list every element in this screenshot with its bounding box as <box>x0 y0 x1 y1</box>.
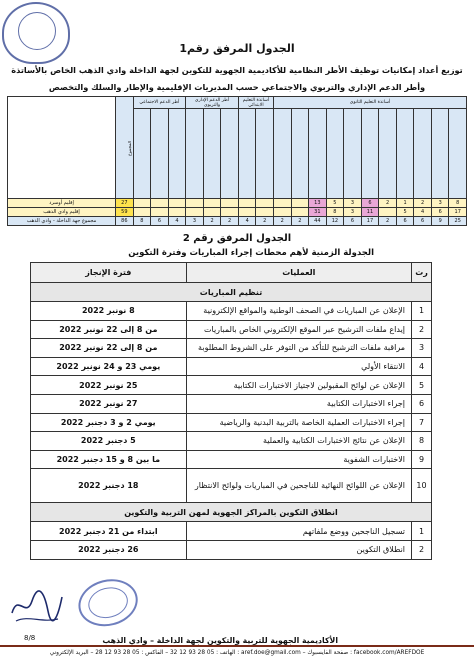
schedule-row: 1 تسجيل الناجحين ووضع ملفاتهم ابتداء من 21 دجنبر 2022 <box>31 522 432 541</box>
footer-divider <box>0 645 474 647</box>
spec-col <box>431 109 449 199</box>
footer-academy-name: الأكاديمية الجهوية للتربية والتكوين لجهة الداخلة – وادي الذهب <box>102 636 338 645</box>
spec-col <box>326 109 344 199</box>
cell: 1 <box>396 199 414 208</box>
cell: 44 <box>309 217 327 226</box>
cell: 2 <box>379 217 397 226</box>
cell: 3 <box>344 208 362 217</box>
cell: 6 <box>344 217 362 226</box>
schedule-row: 2 إيداع ملفات الترشيح عبر الموقع الإلكتروني الخاص بالمباريات من 8 إلى 22 نونبر 2022 <box>31 320 432 339</box>
group-primary-teachers: أساتذة التعليم الابتدائي <box>238 97 273 109</box>
cell: 2 <box>256 217 274 226</box>
spec-col <box>344 109 362 199</box>
spec-col <box>414 109 432 199</box>
schedule-table <box>30 262 432 560</box>
cell: 12 <box>326 217 344 226</box>
table1-subtitle: توزيع أعداد إمكانيات توظيف الأطر النظامية للأكاديمية الجهوية للتكوين لجهة الداخلة وادي الذهب الخاص بالأساتذة وأطر الدعم الإداري والتربوي والاجتماعي حسب المديريات الإقليمية والإطار والسلك والتخصص <box>11 65 463 92</box>
schedule-row: 1 الإعلان عن المباريات في الصحف الوطنية والمواقع الإلكترونية 8 نونبر 2022 <box>31 302 432 321</box>
table1-title: الجدول المرفق رقم1 <box>179 42 295 55</box>
cell <box>256 199 274 208</box>
spec-col <box>361 109 379 199</box>
cell: 6 <box>361 199 379 208</box>
cell <box>168 208 186 217</box>
spec-col <box>379 109 397 199</box>
schedule-row: 8 الإعلان عن نتائج الاختبارات الكتابية والعملية 5 دجنبر 2022 <box>31 432 432 451</box>
cell <box>203 208 221 217</box>
table1-row-oued-eddahab <box>8 208 467 217</box>
cell <box>238 208 256 217</box>
cell <box>186 199 204 208</box>
cell <box>379 208 397 217</box>
cell <box>151 199 169 208</box>
row-total: 59 <box>116 208 134 217</box>
header-num: رت <box>412 263 432 283</box>
spec-col <box>273 109 291 199</box>
table1-row-total <box>8 217 467 226</box>
cell: 3 <box>344 199 362 208</box>
schedule-row: 2 انطلاق التكوين 26 دجنبر 2022 <box>31 540 432 559</box>
director-signature <box>8 583 64 629</box>
cell <box>203 199 221 208</box>
cell <box>151 208 169 217</box>
spec-col <box>291 109 309 199</box>
group-social-support: أطر الدعم الاجتماعي <box>133 97 186 109</box>
cell: 6 <box>414 217 432 226</box>
cell: 2 <box>221 217 239 226</box>
schedule-row: 5 الإعلان عن لوائح المقبولين لاجتياز الاختبارات الكتابية 25 نونبر 2022 <box>31 376 432 395</box>
group-secondary-teachers: أساتذة التعليم الثانوي <box>273 97 466 109</box>
cell: 2 <box>291 217 309 226</box>
cell: 17 <box>361 217 379 226</box>
spec-col <box>256 109 274 199</box>
region-label: إقليم وادي الذهب <box>8 208 116 217</box>
spec-col <box>133 109 151 199</box>
region-header-blank <box>8 97 116 199</box>
page-number: 8/8 <box>24 634 36 642</box>
cell: 11 <box>361 208 379 217</box>
cell: 9 <box>431 217 449 226</box>
spec-col <box>309 109 327 199</box>
group-admin-support: أطر الدعم الإداري والتربوي <box>186 97 239 109</box>
schedule-row: 3 مراقبة ملفات الترشيح للتأكد من التوفر على الشروط المطلوبة من 8 إلى 22 نونبر 2022 <box>31 339 432 358</box>
cell: 3 <box>431 199 449 208</box>
cell: 5 <box>396 208 414 217</box>
table2-title: الجدول المرفق رقم 2 <box>182 233 292 244</box>
region-label: مجموع جهة الداخلة - وادي الذهب <box>8 217 116 226</box>
table1-group-header <box>8 97 467 109</box>
table1-row-awsard <box>8 199 467 208</box>
cell: 2 <box>273 217 291 226</box>
total-header: المجموع <box>116 97 134 199</box>
section-training: انطلاق التكوين بالمراكز الجهوية لمهن التربية والتكوين <box>31 503 432 522</box>
cell: 6 <box>396 217 414 226</box>
cell <box>256 208 274 217</box>
schedule-row: 6 إجراء الاختبارات الكتابية 27 نونبر 2022 <box>31 394 432 413</box>
spec-col <box>238 109 256 199</box>
spec-col <box>203 109 221 199</box>
cell: 25 <box>449 217 467 226</box>
cell: 2 <box>414 199 432 208</box>
schedule-row: 7 إجراء الاختبارات العملية الخاصة بالتربية البدنية والرياضية يومي 2 و 3 دجنبر 2022 <box>31 413 432 432</box>
schedule-row: 10 الإعلان عن اللوائح النهائية للناجحين في المباريات ولوائح الانتظار 18 دجنبر 2022 <box>31 469 432 503</box>
cell <box>273 208 291 217</box>
spec-col <box>168 109 186 199</box>
cell: 2 <box>379 199 397 208</box>
cell: 13 <box>309 199 327 208</box>
cell <box>133 208 151 217</box>
row-total: 86 <box>116 217 134 226</box>
cell: 31 <box>309 208 327 217</box>
cell: 2 <box>203 217 221 226</box>
cell <box>238 199 256 208</box>
cell: 4 <box>168 217 186 226</box>
table2-subtitle: الجدولة الزمنية لأهم محطات إجراء المباريات وفترة التكوين <box>128 248 374 258</box>
cell: 8 <box>449 199 467 208</box>
cell: 17 <box>449 208 467 217</box>
cell: 6 <box>151 217 169 226</box>
row-total: 27 <box>116 199 134 208</box>
cell <box>168 199 186 208</box>
region-label: إقليم أوسرد <box>8 199 116 208</box>
cell <box>291 208 309 217</box>
cell <box>186 208 204 217</box>
cell: 5 <box>326 199 344 208</box>
cell: 4 <box>238 217 256 226</box>
cell <box>273 199 291 208</box>
spec-col <box>151 109 169 199</box>
spec-col <box>186 109 204 199</box>
cell: 4 <box>414 208 432 217</box>
cell <box>133 199 151 208</box>
spec-col <box>221 109 239 199</box>
section-contests: تنظيم المباريات <box>31 283 432 302</box>
academy-stamp <box>69 569 153 635</box>
positions-table <box>7 96 467 226</box>
cell: 6 <box>431 208 449 217</box>
footer-contacts: الهاتف : 05 28 93 12 32 – الفاكس : 05 28 93 12 28 – البريد الإلكتروني : aref.doe@gmail.com – صفحة الفايسبوك : facebook.com/AREFDOE <box>49 650 425 656</box>
schedule-row: 4 الانتقاء الأولي يومي 23 و 24 نونبر 2022 <box>31 357 432 376</box>
cell: 8 <box>326 208 344 217</box>
spec-col <box>449 109 467 199</box>
cell: 3 <box>186 217 204 226</box>
header-activity: العمليات <box>186 263 411 283</box>
cell: 8 <box>133 217 151 226</box>
cell <box>221 199 239 208</box>
schedule-header <box>31 263 432 283</box>
header-date: فترة الإنجاز <box>31 263 187 283</box>
cell <box>221 208 239 217</box>
schedule-row: 9 الاختبارات الشفوية ما بين 8 و 15 دجنبر 2022 <box>31 450 432 469</box>
spec-col <box>396 109 414 199</box>
cell <box>291 199 309 208</box>
